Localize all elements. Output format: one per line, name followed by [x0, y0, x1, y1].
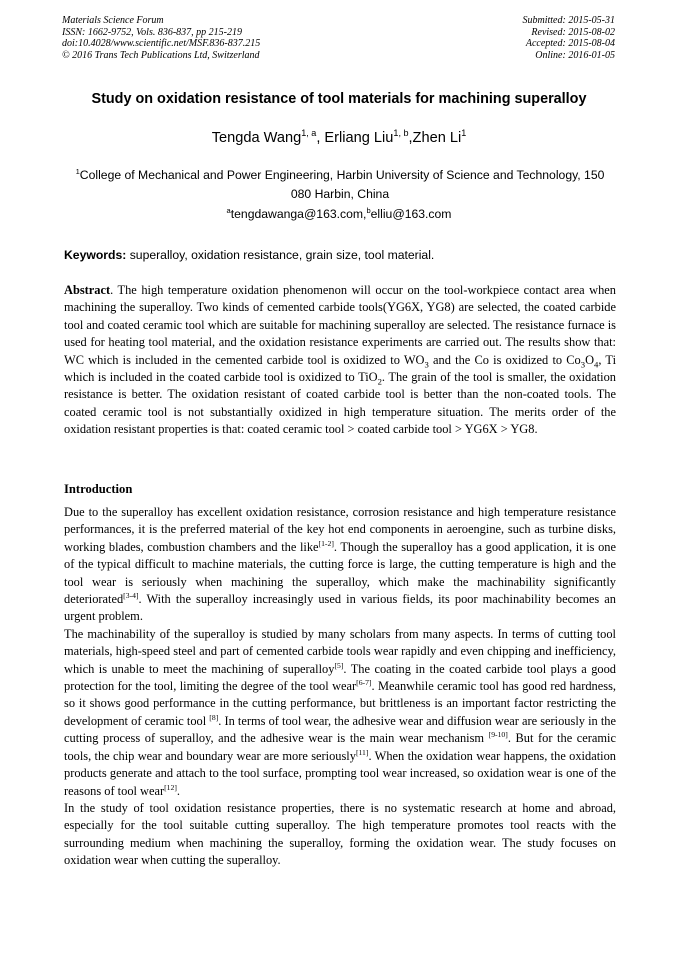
intro-text: . With the superalloy increasingly used in various fields, its poor machinability becomes an urgent problem. [64, 592, 616, 624]
affiliation-text: College of Mechanical and Power Engineering, Harbin University of Science and Technology, 150 080 Harbin, China [79, 168, 605, 201]
citation-ref[interactable]: [5] [334, 660, 344, 670]
author-name: , Erliang Liu [316, 130, 394, 146]
intro-text: . But for the ceramic tools, the chip wear and boundary wear are more seriously [64, 731, 616, 763]
keywords-text: superalloy, oxidation resistance, grain size, tool material. [126, 248, 435, 262]
date-revised: Revised: 2015-08-02 [531, 26, 615, 38]
abstract-subscript: 2 [377, 376, 382, 387]
abstract-text: . The grain of the tool is smaller, the oxidation resistance is better. The oxidation resistant of coated carbide tool is better than the non-coated tools. The coated ceramic tool is not substantially oxidized in high temperature situation. The merits order of the oxidation resistant properties is that: coated ceramic tool > coated carbide tool > YG6X > YG8. [64, 370, 616, 437]
author-affil-mark: 1, a [301, 128, 317, 139]
abstract-text: O [585, 352, 595, 367]
date-online: Online: 2016-01-05 [535, 49, 615, 61]
intro-text: . [176, 783, 181, 798]
author-emails [0, 207, 678, 221]
journal-doi: doi:10.4028/www.scientific.net/MSF.836-837.215 [62, 38, 261, 50]
email-link[interactable]: elliu@163.com [370, 207, 452, 221]
citation-ref[interactable]: [3-4] [123, 590, 139, 600]
email-mark: a [226, 205, 231, 215]
abstract-subscript: 4 [594, 359, 599, 370]
date-submitted: Submitted: 2015-05-31 [522, 15, 615, 26]
intro-text: . When the oxidation wear happens, the oxidation products generate and attach to the tool surface, prompting tool wear increased, so oxidation wear is one of the reasons of tool wear [64, 748, 616, 798]
journal-name: Materials Science Forum [62, 15, 164, 26]
date-accepted: Accepted: 2015-08-04 [525, 38, 615, 50]
intro-text: . Though the superalloy has a good application, it is one of the typical difficult to machine materials, the cutting force is large, the cutting temperature is high and the tool wear is seriously when machining the superalloy, which make the machinability significantly deteriorated [64, 539, 616, 607]
intro-paragraph-2 [64, 626, 616, 800]
author-affil-mark: 1 [461, 128, 467, 139]
journal-info-header [62, 15, 260, 61]
citation-ref[interactable]: [11] [355, 747, 369, 757]
author-name: ,Zhen Li [408, 130, 462, 146]
email-mark: b [366, 205, 371, 215]
abstract-paragraph [64, 282, 616, 439]
intro-paragraph-3: In the study of tool oxidation resistance properties, there is no systematic research at home and abroad, especially for the tool suitable cutting superalloy. The high temperature promotes tool reacts with the surrounding medium when machining the superalloy, forming the oxidation wear. The study focuses on oxidation wear when cutting the superalloy. [64, 800, 616, 868]
intro-text: . Meanwhile ceramic tool has good red hardness, so it shows good performance in the cutting performance, but brittleness is an important factor restricting the development of ceramic tool [64, 679, 616, 728]
keywords-label: Keywords: [64, 248, 127, 262]
intro-text: . In terms of tool wear, the adhesive wear and diffusion wear are seriously in the cutting process of superalloy, and the adhesive wear is the main wear mechanism [64, 713, 616, 746]
paper-title: Study on oxidation resistance of tool materials for machining superalloy [91, 91, 587, 107]
author-affil-mark: 1, b [393, 128, 409, 139]
citation-ref[interactable]: [9-10] [488, 730, 508, 740]
abstract-text: . The high temperature oxidation phenomenon will occur on the tool-workpiece contact area when machining the superalloy. Two kinds of cemented carbide tools(YG6X, YG8) are selected, the coated carbide tool and coated ceramic tool which are suitable for machining superalloy are selected. The resistance furnace is used for heating tool material, and the oxidation resistance experiments are carried out. The results show that: WC which is included in the cemented carbide tool is oxidized to WO [64, 283, 616, 367]
journal-copyright: © 2016 Trans Tech Publications Ltd, Switzerland [62, 49, 260, 61]
intro-paragraph-1 [64, 504, 616, 626]
section-heading-introduction: Introduction [64, 482, 133, 496]
abstract-text: , Ti which is included in the coated carbide tool is oxidized to TiO [64, 352, 617, 385]
author-name: Tengda Wang [211, 130, 302, 146]
intro-text: Due to the superalloy has excellent oxidation resistance, corrosion resistance and high temperature resistance performances, it is the preferred material of the key hot end components in aeroengine, such as turbine disks, working blades, combustion chambers and the like [64, 505, 616, 554]
citation-ref[interactable]: [8] [209, 712, 219, 722]
intro-text: . The coating in the coated carbide tool plays a good protection for the tool, limiting the degree of the tool wear [64, 661, 616, 694]
abstract-subscript: 3 [580, 359, 586, 370]
dates-header [523, 15, 616, 61]
journal-issn: ISSN: 1662-9752, Vols. 836-837, pp 215-219 [62, 26, 242, 38]
introduction-body [64, 504, 616, 870]
citation-ref[interactable]: [6-7] [356, 677, 372, 687]
citation-ref[interactable]: [1-2] [318, 538, 334, 548]
citation-ref[interactable]: [12] [164, 782, 177, 792]
affiliation [64, 166, 616, 204]
abstract-text: and the Co is oxidized to Co [428, 352, 581, 367]
affiliation-mark: 1 [75, 166, 80, 176]
email-link[interactable]: tengdawanga@163.com, [230, 207, 367, 221]
abstract-subscript: 3 [424, 359, 429, 370]
keywords [64, 248, 616, 262]
author-list [0, 130, 678, 146]
intro-text: The machinability of the superalloy is studied by many scholars from many aspects. In terms of cutting tool materials, high-speed steel and part of cemented carbide tools wear rapidly and even chipping and inefficiency, which is unable to meet the machining of superalloy [64, 626, 616, 676]
abstract-label: Abstract [64, 283, 111, 297]
